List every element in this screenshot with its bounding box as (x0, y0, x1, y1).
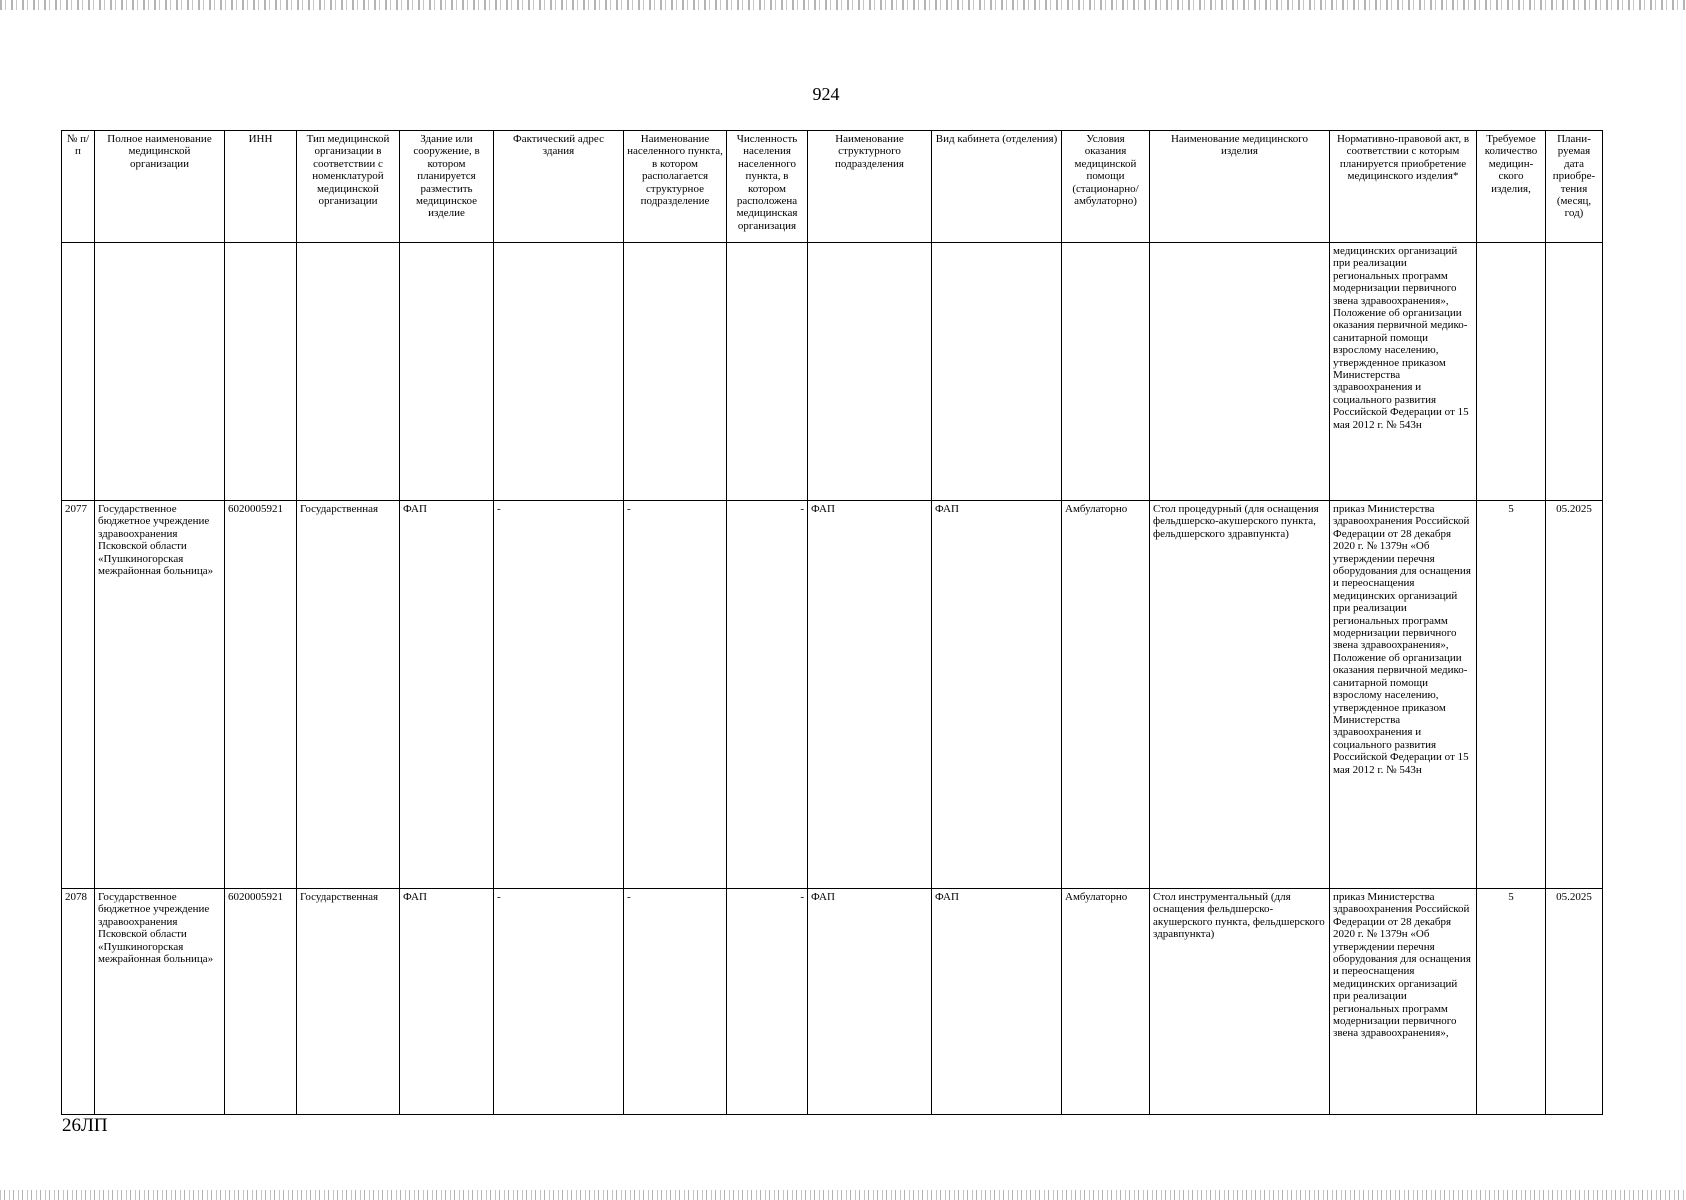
cell-qty: 5 (1477, 889, 1546, 1115)
cell-device: Стол процедурный (для оснащения фельдшерско-акушерского пункта, фельдшерского здравпункта) (1150, 501, 1330, 889)
scan-edge-top (0, 0, 1686, 10)
header-org: Полное наименование медицинской организации (95, 131, 225, 243)
header-num: № п/п (62, 131, 95, 243)
cell-org: Государственное бюджетное учреждение здравоохранения Псковской области «Пушкиногорская межрайонная больница» (95, 501, 225, 889)
table-row-continuation (62, 243, 1603, 501)
cell-date: 05.2025 (1546, 889, 1603, 1115)
header-inn: ИНН (225, 131, 297, 243)
cell-type: Государственная (297, 501, 400, 889)
cell-org: Государственное бюджетное учреждение здравоохранения Псковской области «Пушкиногорская межрайонная больница» (95, 889, 225, 1115)
cell-qty: 5 (1477, 501, 1546, 889)
table-row (62, 889, 1603, 1115)
header-population: Численность населения населенного пункта, в котором расположена медицинская организация (727, 131, 808, 243)
page-code: 26ЛП (62, 1115, 108, 1136)
header-address: Фактический адрес здания (494, 131, 624, 243)
cell-num: 2077 (62, 501, 95, 889)
table-cell (1477, 243, 1546, 501)
header-settlement: Наименование населенного пункта, в котором располагается структурное подразделение (624, 131, 727, 243)
scan-edge-bottom (0, 1190, 1686, 1200)
table-cell (225, 243, 297, 501)
table-header-row (62, 131, 1603, 243)
cell-unit: ФАП (808, 889, 932, 1115)
page-number: 924 (812, 84, 840, 104)
cell-cabinet: ФАП (932, 501, 1062, 889)
cell-act: приказ Министерства здравоохранения Российской Федерации от 28 декабря 2020 г. № 1379н «Об утверждении перечня оборудования для оснащения и переоснащения медицинских организаций при реализации региональных программ модернизации первичного звена здравоохранения», (1330, 889, 1477, 1115)
header-qty: Требуемое количество медицин-ского изделия, (1477, 131, 1546, 243)
table-cell (624, 243, 727, 501)
cell-unit: ФАП (808, 501, 932, 889)
header-conditions: Условия оказания медицинской помощи (стационарно/ амбулаторно) (1062, 131, 1150, 243)
cell-conditions: Амбулаторно (1062, 501, 1150, 889)
cell-device: Стол инструментальный (для оснащения фельдшерско-акушерского пункта, фельдшерского здравпункта) (1150, 889, 1330, 1115)
table-cell (932, 243, 1062, 501)
cell-act: приказ Министерства здравоохранения Российской Федерации от 28 декабря 2020 г. № 1379н «Об утверждении перечня оборудования для оснащения и переоснащения медицинских организаций при реализации региональных программ модернизации первичного звена здравоохранения», Положение об организации оказания первичной медико-санитарной помощи взрослому населению, утвержденное приказом Министерства здравоохранения и социального развития Российской Федерации от 15 мая 2012 г. № 543н (1330, 501, 1477, 889)
cell-inn: 6020005921 (225, 889, 297, 1115)
table-cell (95, 243, 225, 501)
header-act: Нормативно-правовой акт, в соответствии с которым планируется приобретение медицинского изделия* (1330, 131, 1477, 243)
table-cell (1150, 243, 1330, 501)
continuation-act-cell: медицинских организаций при реализации региональных программ модернизации первичного звена здравоохранения», Положение об организации оказания первичной медико-санитарной помощи взрослому населению, утвержденное приказом Министерства здравоохранения и социального развития Российской Федерации от 15 мая 2012 г. № 543н (1330, 243, 1477, 501)
cell-building: ФАП (400, 501, 494, 889)
cell-date: 05.2025 (1546, 501, 1603, 889)
header-unit: Наименование структурного подразделения (808, 131, 932, 243)
cell-building: ФАП (400, 889, 494, 1115)
cell-cabinet: ФАП (932, 889, 1062, 1115)
table-cell (62, 243, 95, 501)
header-cabinet: Вид кабинета (отделения) (932, 131, 1062, 243)
cell-settlement: - (624, 501, 727, 889)
table-cell (1062, 243, 1150, 501)
table-cell (808, 243, 932, 501)
header-device: Наименование медицинского изделия (1150, 131, 1330, 243)
header-building: Здание или сооружение, в котором планируется разместить медицинское изделие (400, 131, 494, 243)
table-cell (297, 243, 400, 501)
equipment-register-table (61, 130, 1603, 1115)
cell-population: - (727, 501, 808, 889)
cell-population: - (727, 889, 808, 1115)
table-cell (494, 243, 624, 501)
header-date: Плани-руемая дата приобре-тения (месяц, год) (1546, 131, 1603, 243)
cell-address: - (494, 889, 624, 1115)
cell-num: 2078 (62, 889, 95, 1115)
cell-settlement: - (624, 889, 727, 1115)
header-type: Тип медицинской организации в соответствии с номенклатурой медицинской организации (297, 131, 400, 243)
table-cell (727, 243, 808, 501)
table-cell (1546, 243, 1603, 501)
cell-address: - (494, 501, 624, 889)
cell-type: Государственная (297, 889, 400, 1115)
cell-inn: 6020005921 (225, 501, 297, 889)
cell-conditions: Амбулаторно (1062, 889, 1150, 1115)
table-cell (400, 243, 494, 501)
table-row (62, 501, 1603, 889)
